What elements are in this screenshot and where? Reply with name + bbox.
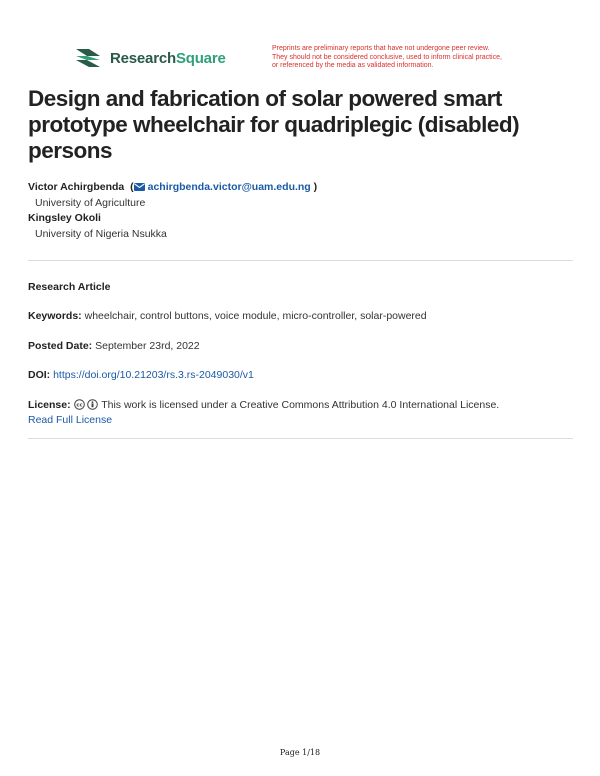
keywords-row — [28, 309, 576, 324]
preprint-notice — [272, 45, 542, 71]
article-type: Research Article — [28, 281, 111, 293]
research-square-logo-icon — [74, 47, 102, 69]
read-full-license-link[interactable]: Read Full License — [28, 414, 113, 426]
svg-text:cc: cc — [75, 402, 83, 409]
preprint-notice-line: or referenced by the media as validated information. — [272, 62, 434, 70]
preprint-notice-line: They should not be considered conclusive, used to inform clinical practice, — [272, 53, 502, 61]
email-paren-open: ( — [127, 181, 134, 193]
research-square-logo — [74, 47, 226, 69]
cc-by-icon — [87, 399, 98, 410]
doi-link[interactable]: https://doi.org/10.21203/rs.3.rs-2049030/v1 — [53, 369, 254, 381]
brand-name — [110, 50, 226, 67]
posted-date-label: Posted Date: — [28, 340, 93, 352]
posted-date-value: September 23rd, 2022 — [95, 340, 200, 352]
divider — [28, 438, 573, 439]
author-list — [28, 180, 576, 242]
license-label: License: — [28, 399, 71, 411]
divider — [28, 260, 573, 261]
license-row — [28, 398, 576, 428]
posted-date-row — [28, 339, 576, 354]
brand-name-research: Research — [110, 49, 176, 67]
brand-name-square: Square — [175, 49, 226, 67]
email-paren-close: ) — [310, 181, 318, 193]
cc-icon — [74, 399, 85, 410]
author-name: Victor Achirgbenda — [28, 181, 125, 193]
page-number: Page 1/18 — [279, 748, 321, 757]
author-affiliation: University of Nigeria Nsukka — [35, 228, 167, 240]
preprint-notice-line: Preprints are preliminary reports that have not undergone peer review. — [272, 45, 490, 52]
paper-title: Design and fabrication of solar powered smart prototype wheelchair for quadriplegic (disabled) persons — [28, 86, 520, 163]
keywords-value: wheelchair, control buttons, voice module, micro-controller, solar-powered — [84, 310, 427, 322]
author-affiliation: University of Agriculture — [35, 197, 146, 209]
author-email: achirgbenda.victor@uam.edu.ng — [147, 181, 311, 193]
doi-label: DOI: — [28, 369, 51, 381]
author-name: Kingsley Okoli — [28, 212, 101, 224]
author-email-link[interactable] — [134, 181, 311, 193]
author-entry — [28, 211, 576, 226]
doi-row — [28, 368, 576, 383]
license-text: This work is licensed under a Creative Commons Attribution 4.0 International License. — [101, 399, 500, 411]
author-entry — [28, 180, 576, 195]
envelope-icon — [134, 183, 145, 191]
keywords-label: Keywords: — [28, 310, 82, 322]
